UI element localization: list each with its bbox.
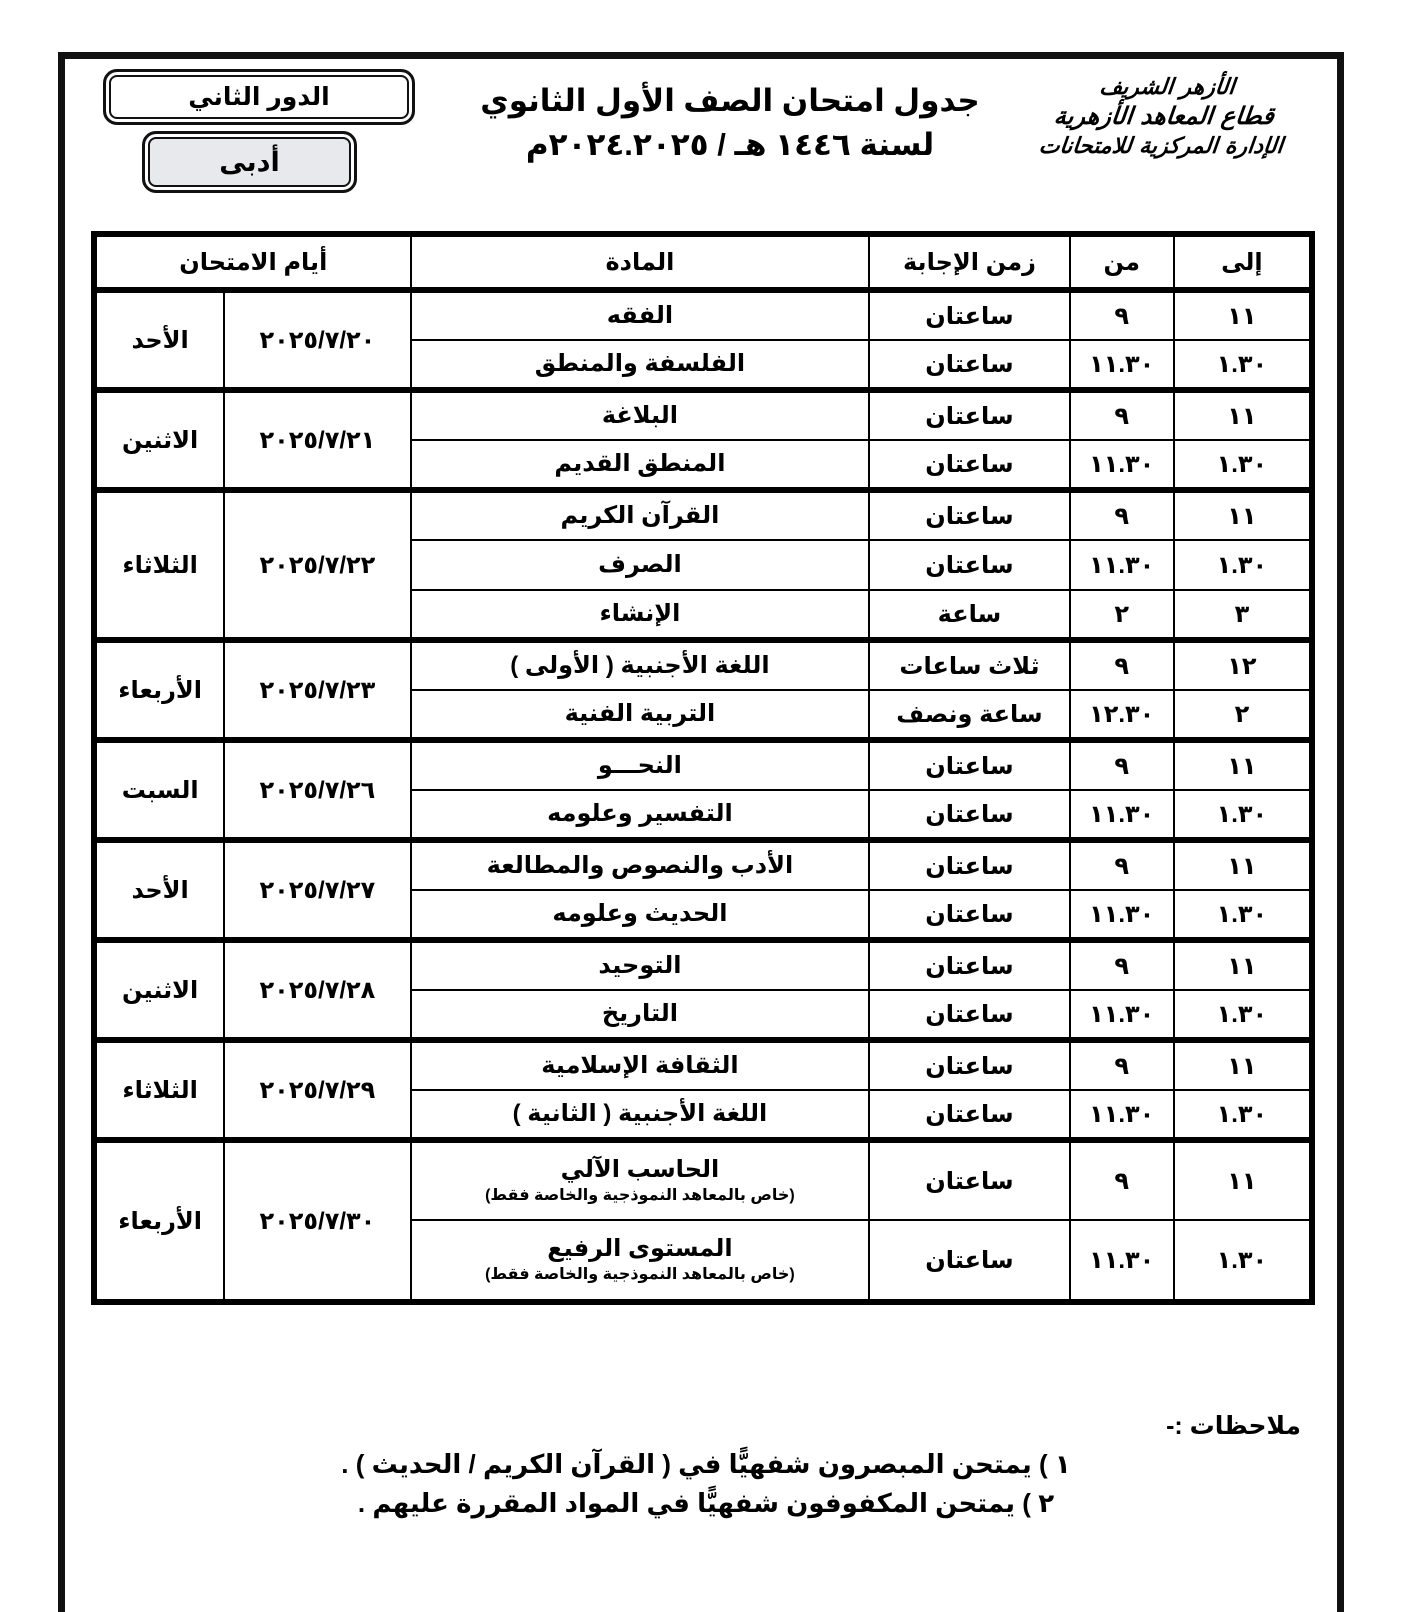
cell-start-time: ١١.٣٠: [1070, 1090, 1174, 1140]
notes-title: ملاحظات :-: [1166, 1412, 1301, 1440]
cell-duration: ساعتان: [869, 940, 1069, 990]
cell-duration: ساعتان: [869, 340, 1069, 390]
cell-exam-day: الاثنين: [96, 940, 224, 1040]
cell-start-time: ١١.٣٠: [1070, 790, 1174, 840]
subject-note: (خاص بالمعاهد النموذجية والخاصة فقط): [485, 1186, 795, 1204]
cell-duration: ساعتان: [869, 840, 1069, 890]
cell-exam-date: ٢٠٢٥/٧/٢٣: [224, 640, 410, 740]
cell-end-time: ٣: [1174, 590, 1310, 640]
cell-end-time: ١١: [1174, 290, 1310, 340]
cell-exam-date: ٢٠٢٥/٧/٢١: [224, 390, 410, 490]
subject-name: التاريخ: [601, 999, 678, 1027]
cell-subject: [411, 990, 870, 1040]
cell-exam-date: ٢٠٢٥/٧/٢٢: [224, 490, 410, 640]
cell-start-time: ١١.٣٠: [1070, 540, 1174, 590]
cell-subject: [411, 1090, 870, 1140]
cell-duration: ساعتان: [869, 1220, 1069, 1300]
subject-name: الصرف: [598, 550, 682, 578]
cell-duration: ثلاث ساعات: [869, 640, 1069, 690]
subject-name: البلاغة: [601, 401, 679, 429]
cell-end-time: ١١: [1174, 490, 1310, 540]
subject-name: الفقه: [606, 301, 674, 329]
cell-start-time: ١١.٣٠: [1070, 440, 1174, 490]
cell-start-time: ١١.٣٠: [1070, 890, 1174, 940]
subject-name: الحاسب الآلي: [560, 1156, 720, 1184]
cell-end-time: ١.٣٠: [1174, 440, 1310, 490]
cell-start-time: ٩: [1070, 290, 1174, 340]
cell-duration: ساعتان: [869, 290, 1069, 340]
cell-subject: [411, 940, 870, 990]
subject-name: التفسير وعلومه: [547, 799, 733, 827]
table-row: [96, 840, 1310, 890]
column-header-exam-days: أيام الامتحان: [96, 236, 411, 290]
exam-schedule-table: [95, 235, 1311, 1301]
cell-subject: [411, 1220, 870, 1300]
cell-exam-day: الثلاثاء: [96, 490, 224, 640]
cell-subject: [411, 1140, 870, 1220]
org-name-line-3: الإدارة المركزية للامتحانات: [1037, 132, 1285, 159]
cell-start-time: ٩: [1070, 1040, 1174, 1090]
cell-start-time: ٩: [1070, 640, 1174, 690]
subject-name: الإنشاء: [599, 599, 681, 627]
subject-name: الأدب والنصوص والمطالعة: [486, 851, 794, 879]
exam-track-badge: أدبى: [142, 131, 357, 193]
cell-duration: ساعتان: [869, 490, 1069, 540]
org-name-line-2: قطاع المعاهد الأزهرية: [1052, 101, 1276, 131]
cell-subject: [411, 640, 870, 690]
cell-exam-day: السبت: [96, 740, 224, 840]
organization-logo-text: [994, 73, 1333, 160]
table-row: [96, 1040, 1310, 1090]
cell-end-time: ١.٣٠: [1174, 890, 1310, 940]
cell-subject: [411, 690, 870, 740]
subject-name: النحـــو: [597, 751, 682, 779]
cell-subject: [411, 1040, 870, 1090]
cell-end-time: ١.٣٠: [1174, 340, 1310, 390]
cell-end-time: ١.٣٠: [1174, 990, 1310, 1040]
document-header: [65, 59, 1337, 219]
notes-section: [91, 1411, 1311, 1523]
column-header-subject: المادة: [411, 236, 870, 290]
cell-start-time: ١٢.٣٠: [1070, 690, 1174, 740]
cell-duration: ساعتان: [869, 1040, 1069, 1090]
subject-name: التربية الفنية: [564, 699, 716, 727]
cell-duration: ساعتان: [869, 1140, 1069, 1220]
column-header-to: إلى: [1174, 236, 1310, 290]
subject-name: القرآن الكريم: [560, 501, 720, 529]
cell-end-time: ١١: [1174, 1040, 1310, 1090]
cell-exam-day: الثلاثاء: [96, 1040, 224, 1140]
table-row: [96, 1140, 1310, 1220]
cell-exam-date: ٢٠٢٥/٧/٢٩: [224, 1040, 410, 1140]
cell-subject: [411, 890, 870, 940]
cell-duration: ساعتان: [869, 1090, 1069, 1140]
cell-start-time: ١١.٣٠: [1070, 340, 1174, 390]
cell-exam-date: ٢٠٢٥/٧/٢٨: [224, 940, 410, 1040]
cell-start-time: ٩: [1070, 740, 1174, 790]
org-name-line-1: الأزهر الشريف: [1098, 74, 1236, 100]
cell-subject: [411, 290, 870, 340]
cell-duration: ساعتان: [869, 440, 1069, 490]
cell-duration: ساعة ونصف: [869, 690, 1069, 740]
cell-subject: [411, 590, 870, 640]
cell-end-time: ١١: [1174, 940, 1310, 990]
cell-subject: [411, 740, 870, 790]
cell-start-time: ٩: [1070, 1140, 1174, 1220]
page-title: [420, 79, 1040, 167]
cell-end-time: ١١: [1174, 740, 1310, 790]
table-row: [96, 640, 1310, 690]
schedule-table-container: [91, 231, 1315, 1305]
note-item: ١ ) يمتحن المبصرون شفهيًّا في ( القرآن الكريم / الحديث ) .: [341, 1449, 1071, 1479]
column-header-duration: زمن الإجابة: [869, 236, 1069, 290]
cell-exam-day: الأحد: [96, 840, 224, 940]
cell-end-time: ١٢: [1174, 640, 1310, 690]
page-title-line-2: لسنة ١٤٤٦ هـ / ٢٠٢٤.٢٠٢٥م: [525, 127, 935, 163]
cell-start-time: ٩: [1070, 490, 1174, 540]
cell-end-time: ١١: [1174, 390, 1310, 440]
cell-end-time: ١.٣٠: [1174, 540, 1310, 590]
cell-duration: ساعتان: [869, 990, 1069, 1040]
column-header-from: من: [1070, 236, 1174, 290]
notes-list: [91, 1445, 1301, 1523]
subject-note: (خاص بالمعاهد النموذجية والخاصة فقط): [485, 1265, 795, 1283]
subject-name: اللغة الأجنبية ( الثانية ): [512, 1099, 768, 1127]
cell-start-time: ٢: [1070, 590, 1174, 640]
table-header-row: [96, 236, 1310, 290]
table-body: [96, 290, 1310, 1300]
cell-exam-day: الأربعاء: [96, 640, 224, 740]
subject-name: الثقافة الإسلامية: [541, 1051, 739, 1079]
subject-name: الحديث وعلومه: [552, 899, 728, 927]
cell-end-time: ١.٣٠: [1174, 1090, 1310, 1140]
cell-duration: ساعتان: [869, 390, 1069, 440]
cell-subject: [411, 540, 870, 590]
subject-name: المستوى الرفيع: [547, 1235, 733, 1263]
subject-name: التوحيد: [598, 951, 682, 979]
cell-exam-day: الأربعاء: [96, 1140, 224, 1300]
table-row: [96, 390, 1310, 440]
table-row: [96, 490, 1310, 540]
cell-start-time: ٩: [1070, 940, 1174, 990]
cell-exam-date: ٢٠٢٥/٧/٣٠: [224, 1140, 410, 1300]
cell-start-time: ٩: [1070, 390, 1174, 440]
table-row: [96, 740, 1310, 790]
cell-duration: ساعتان: [869, 890, 1069, 940]
cell-exam-date: ٢٠٢٥/٧/٢٦: [224, 740, 410, 840]
cell-subject: [411, 790, 870, 840]
cell-exam-date: ٢٠٢٥/٧/٢٠: [224, 290, 410, 390]
cell-subject: [411, 440, 870, 490]
header-badges: [85, 69, 415, 193]
cell-start-time: ٩: [1070, 840, 1174, 890]
cell-duration: ساعتان: [869, 740, 1069, 790]
subject-name: اللغة الأجنبية ( الأولى ): [510, 651, 770, 679]
cell-exam-date: ٢٠٢٥/٧/٢٧: [224, 840, 410, 940]
document-page: [58, 52, 1344, 1612]
cell-duration: ساعة: [869, 590, 1069, 640]
cell-end-time: ١١: [1174, 1140, 1310, 1220]
cell-end-time: ١١: [1174, 840, 1310, 890]
cell-end-time: ١.٣٠: [1174, 1220, 1310, 1300]
table-row: [96, 290, 1310, 340]
cell-start-time: ١١.٣٠: [1070, 1220, 1174, 1300]
subject-name: المنطق القديم: [554, 449, 726, 477]
cell-exam-day: الاثنين: [96, 390, 224, 490]
cell-subject: [411, 840, 870, 890]
cell-end-time: ٢: [1174, 690, 1310, 740]
cell-exam-day: الأحد: [96, 290, 224, 390]
cell-subject: [411, 490, 870, 540]
cell-end-time: ١.٣٠: [1174, 790, 1310, 840]
exam-term-badge: الدور الثاني: [103, 69, 415, 125]
cell-duration: ساعتان: [869, 790, 1069, 840]
table-head: [96, 236, 1310, 290]
cell-duration: ساعتان: [869, 540, 1069, 590]
cell-subject: [411, 340, 870, 390]
note-item: ٢ ) يمتحن المكفوفون شفهيًّا في المواد المقررة عليهم .: [357, 1488, 1055, 1518]
table-row: [96, 940, 1310, 990]
cell-start-time: ١١.٣٠: [1070, 990, 1174, 1040]
subject-name: الفلسفة والمنطق: [534, 349, 746, 377]
page-title-line-1: جدول امتحان الصف الأول الثانوي: [480, 83, 980, 118]
cell-subject: [411, 390, 870, 440]
